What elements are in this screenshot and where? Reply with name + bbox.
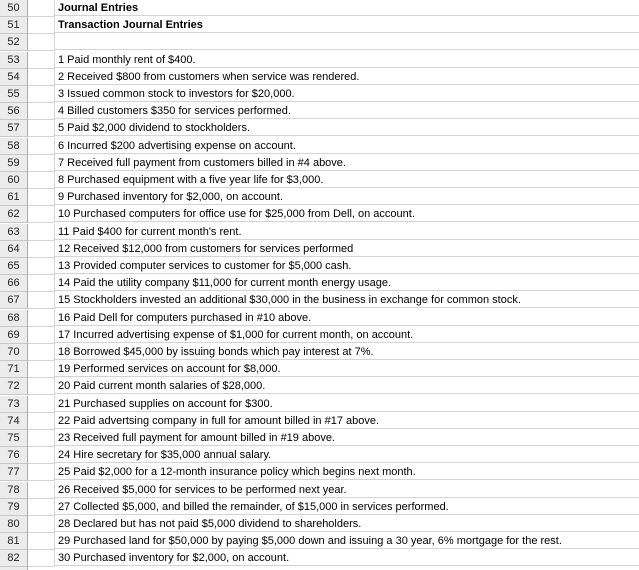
row-header[interactable]: 57 bbox=[0, 120, 28, 137]
cell-column-b[interactable]: 17 Incurred advertising expense of $1,000 for current month, on account. bbox=[55, 327, 639, 343]
cell-column-a[interactable] bbox=[28, 155, 55, 172]
cell-column-b[interactable]: 5 Paid $2,000 dividend to stockholders. bbox=[55, 120, 639, 136]
cell-column-b[interactable]: 4 Billed customers $350 for services performed. bbox=[55, 103, 639, 119]
row-header[interactable]: 65 bbox=[0, 258, 28, 275]
cell-column-b[interactable]: 23 Received full payment for amount billed in #19 above. bbox=[55, 430, 639, 446]
row-header[interactable]: 62 bbox=[0, 206, 28, 223]
row-header[interactable]: 73 bbox=[0, 396, 28, 413]
table-row bbox=[0, 34, 639, 51]
row-header[interactable]: 51 bbox=[0, 17, 28, 34]
cell-column-b[interactable]: Transaction Journal Entries bbox=[55, 17, 639, 33]
row-header[interactable]: 67 bbox=[0, 292, 28, 309]
row-header[interactable]: 72 bbox=[0, 378, 28, 395]
table-row bbox=[0, 396, 639, 413]
row-header[interactable]: 61 bbox=[0, 189, 28, 206]
cell-column-a[interactable] bbox=[28, 103, 55, 120]
cell-column-a[interactable] bbox=[28, 310, 55, 327]
cell-column-b[interactable]: 6 Incurred $200 advertising expense on account. bbox=[55, 138, 639, 154]
cell-column-b[interactable]: 30 Purchased inventory for $2,000, on account. bbox=[55, 550, 639, 566]
table-row bbox=[0, 258, 639, 275]
cell-column-b[interactable]: 14 Paid the utility company $11,000 for current month energy usage. bbox=[55, 275, 639, 291]
cell-column-a[interactable] bbox=[28, 430, 55, 447]
cell-column-a[interactable] bbox=[28, 499, 55, 516]
table-row bbox=[0, 103, 639, 120]
cell-column-a[interactable] bbox=[28, 396, 55, 413]
row-header[interactable]: 81 bbox=[0, 533, 28, 550]
cell-column-b[interactable]: 9 Purchased inventory for $2,000, on account. bbox=[55, 189, 639, 205]
table-row bbox=[0, 0, 639, 17]
cell-column-b[interactable]: 7 Received full payment from customers billed in #4 above. bbox=[55, 155, 639, 171]
table-row bbox=[0, 499, 639, 516]
cell-column-a[interactable] bbox=[28, 550, 55, 567]
cell-column-b[interactable]: 13 Provided computer services to customer for $5,000 cash. bbox=[55, 258, 639, 274]
cell-column-b[interactable] bbox=[55, 34, 639, 50]
table-row bbox=[0, 327, 639, 344]
table-row bbox=[0, 378, 639, 395]
row-header[interactable]: 60 bbox=[0, 172, 28, 189]
row-header[interactable]: 55 bbox=[0, 86, 28, 103]
table-row bbox=[0, 52, 639, 69]
table-row bbox=[0, 550, 639, 567]
table-row bbox=[0, 516, 639, 533]
row-header[interactable]: 71 bbox=[0, 361, 28, 378]
table-row bbox=[0, 189, 639, 206]
row-header[interactable]: 59 bbox=[0, 155, 28, 172]
row-header[interactable]: 82 bbox=[0, 550, 28, 567]
row-header[interactable]: 78 bbox=[0, 482, 28, 499]
table-row bbox=[0, 344, 639, 361]
row-header[interactable]: 58 bbox=[0, 138, 28, 155]
cell-column-b[interactable]: 19 Performed services on account for $8,000. bbox=[55, 361, 639, 377]
cell-column-a[interactable] bbox=[28, 361, 55, 378]
cell-column-a[interactable] bbox=[28, 482, 55, 499]
table-row bbox=[0, 120, 639, 137]
cell-column-a[interactable] bbox=[28, 378, 55, 395]
table-row bbox=[0, 155, 639, 172]
cell-column-b[interactable]: 11 Paid $400 for current month's rent. bbox=[55, 224, 639, 240]
cell-column-a[interactable] bbox=[28, 189, 55, 206]
cell-column-b[interactable]: 15 Stockholders invested an additional $30,000 in the business in exchange for common stock. bbox=[55, 292, 639, 308]
table-row bbox=[0, 292, 639, 309]
table-row bbox=[0, 69, 639, 86]
cell-column-a[interactable] bbox=[28, 172, 55, 189]
row-header[interactable]: 68 bbox=[0, 310, 28, 327]
cell-column-a[interactable] bbox=[28, 447, 55, 464]
table-row bbox=[0, 361, 639, 378]
table-row bbox=[0, 430, 639, 447]
cell-column-b[interactable]: 26 Received $5,000 for services to be performed next year. bbox=[55, 482, 639, 498]
cell-column-b[interactable]: Journal Entries bbox=[55, 0, 639, 16]
row-header[interactable]: 70 bbox=[0, 344, 28, 361]
cell-column-b[interactable]: 29 Purchased land for $50,000 by paying $5,000 down and issuing a 30 year, 6% mortgage for the rest. bbox=[55, 533, 639, 549]
cell-column-a[interactable] bbox=[28, 86, 55, 103]
cell-column-b[interactable]: 22 Paid advertsing company in full for amount billed in #17 above. bbox=[55, 413, 639, 429]
table-row bbox=[0, 86, 639, 103]
cell-column-b[interactable]: 1 Paid monthly rent of $400. bbox=[55, 52, 639, 68]
table-row bbox=[0, 464, 639, 481]
table-row bbox=[0, 138, 639, 155]
table-row bbox=[0, 172, 639, 189]
row-header[interactable]: 63 bbox=[0, 224, 28, 241]
cell-column-b[interactable]: 12 Received $12,000 from customers for services performed bbox=[55, 241, 639, 257]
table-row bbox=[0, 310, 639, 327]
cell-column-b[interactable]: 3 Issued common stock to investors for $20,000. bbox=[55, 86, 639, 102]
table-row bbox=[0, 241, 639, 258]
cell-column-b[interactable]: 25 Paid $2,000 for a 12-month insurance policy which begins next month. bbox=[55, 464, 639, 480]
row-header[interactable]: 69 bbox=[0, 327, 28, 344]
cell-column-b[interactable]: 8 Purchased equipment with a five year life for $3,000. bbox=[55, 172, 639, 188]
table-row bbox=[0, 413, 639, 430]
table-row bbox=[0, 533, 639, 550]
cell-column-a[interactable] bbox=[28, 292, 55, 309]
cell-column-b[interactable]: 18 Borrowed $45,000 by issuing bonds which pay interest at 7%. bbox=[55, 344, 639, 360]
cell-column-a[interactable] bbox=[28, 533, 55, 550]
table-row bbox=[0, 224, 639, 241]
row-header[interactable]: 54 bbox=[0, 69, 28, 86]
cell-column-a[interactable] bbox=[28, 344, 55, 361]
row-header[interactable]: 66 bbox=[0, 275, 28, 292]
cell-column-a[interactable] bbox=[28, 258, 55, 275]
cell-column-a[interactable] bbox=[28, 464, 55, 481]
cell-column-a[interactable] bbox=[28, 138, 55, 155]
cell-column-b[interactable]: 16 Paid Dell for computers purchased in #10 above. bbox=[55, 310, 639, 326]
cell-column-b[interactable]: 2 Received $800 from customers when service was rendered. bbox=[55, 69, 639, 85]
cell-column-b[interactable]: 28 Declared but has not paid $5,000 dividend to shareholders. bbox=[55, 516, 639, 532]
cell-column-a[interactable] bbox=[28, 120, 55, 137]
cell-column-a[interactable] bbox=[28, 327, 55, 344]
cell-column-a[interactable] bbox=[28, 275, 55, 292]
cell-column-b[interactable]: 21 Purchased supplies on account for $300. bbox=[55, 396, 639, 412]
cell-column-a[interactable] bbox=[28, 0, 55, 17]
row-header[interactable]: 75 bbox=[0, 430, 28, 447]
table-row bbox=[0, 17, 639, 34]
cell-column-a[interactable] bbox=[28, 34, 55, 51]
cell-column-a[interactable] bbox=[28, 224, 55, 241]
row-header[interactable]: 80 bbox=[0, 516, 28, 533]
cell-column-a[interactable] bbox=[28, 516, 55, 533]
cell-column-a[interactable] bbox=[28, 413, 55, 430]
table-row bbox=[0, 275, 639, 292]
row-header[interactable]: 50 bbox=[0, 0, 28, 17]
row-header[interactable]: 74 bbox=[0, 413, 28, 430]
cell-column-a[interactable] bbox=[28, 206, 55, 223]
row-header[interactable]: 56 bbox=[0, 103, 28, 120]
cell-column-b[interactable]: 27 Collected $5,000, and billed the remainder, of $15,000 in services performed. bbox=[55, 499, 639, 515]
table-row bbox=[0, 482, 639, 499]
row-header[interactable]: 76 bbox=[0, 447, 28, 464]
cell-column-b[interactable]: 20 Paid current month salaries of $28,000. bbox=[55, 378, 639, 394]
table-row bbox=[0, 447, 639, 464]
cell-column-a[interactable] bbox=[28, 17, 55, 34]
row-header[interactable]: 79 bbox=[0, 499, 28, 516]
cell-column-b[interactable]: 24 Hire secretary for $35,000 annual salary. bbox=[55, 447, 639, 463]
cell-column-a[interactable] bbox=[28, 52, 55, 69]
table-row bbox=[0, 206, 639, 223]
row-header[interactable]: 77 bbox=[0, 464, 28, 481]
row-header[interactable]: 52 bbox=[0, 34, 28, 51]
cell-column-a[interactable] bbox=[28, 69, 55, 86]
cell-column-a[interactable] bbox=[28, 241, 55, 258]
row-header[interactable]: 53 bbox=[0, 52, 28, 69]
cell-column-b[interactable]: 10 Purchased computers for office use for $25,000 from Dell, on account. bbox=[55, 206, 639, 222]
row-header[interactable]: 64 bbox=[0, 241, 28, 258]
